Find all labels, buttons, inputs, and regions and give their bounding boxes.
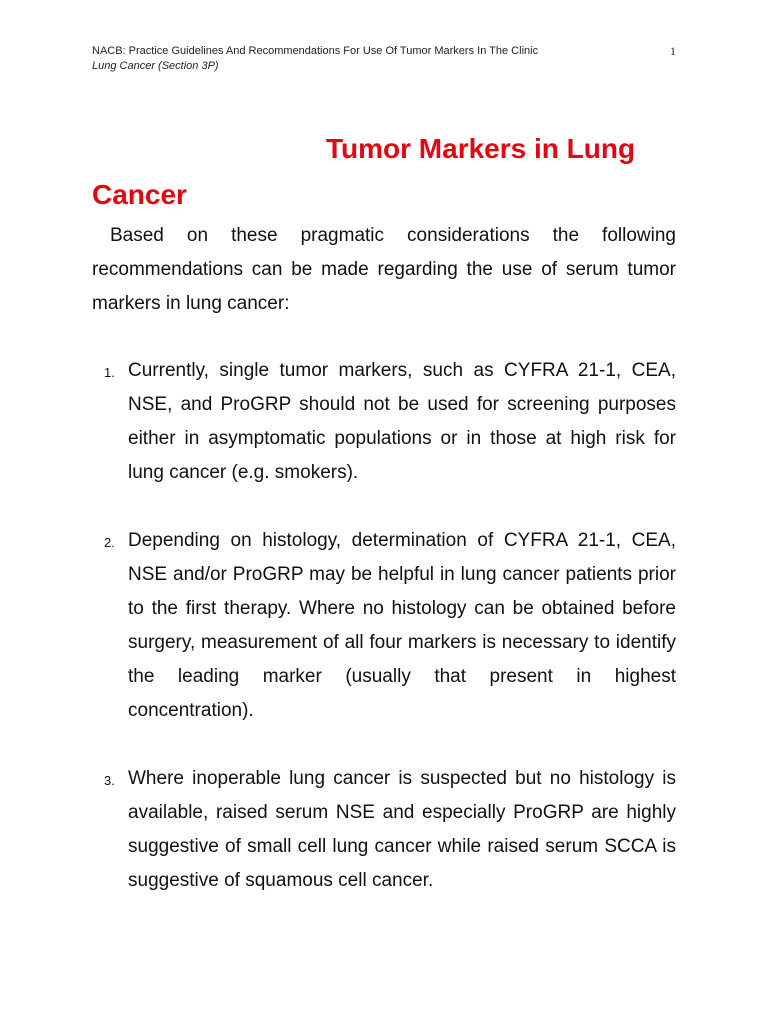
page-title-line-1: Tumor Markers in Lung <box>326 133 636 164</box>
recommendation-text: Currently, single tumor markers, such as CYFRA 21-1, CEA, NSE, and ProGRP should not be used for screening purposes either in asymptomatic populations or in those at high risk for lung cancer (e.g. smokers). <box>128 360 676 483</box>
recommendation-item <box>92 762 676 898</box>
running-header-title: NACB: Practice Guidelines And Recommendations For Use Of Tumor Markers In The Clinic <box>92 45 539 57</box>
recommendation-number: 1. <box>104 365 115 380</box>
recommendation-list <box>92 354 676 932</box>
recommendation-text: Depending on histology, determination of CYFRA 21-1, CEA, NSE and/or ProGRP may be helpful in lung cancer patients prior to the first therapy. Where no histology can be obtained before surgery, measurement of all four markers is necessary to identify the leading marker (usually that present in highest concentration). <box>128 530 676 721</box>
recommendation-item <box>92 524 676 728</box>
running-header <box>92 44 682 74</box>
page-number: 1 <box>670 44 676 58</box>
page-title-line-2: Cancer <box>92 179 187 210</box>
recommendation-item <box>92 354 676 490</box>
intro-paragraph: Based on these pragmatic considerations the following recommendations can be made regarding the use of serum tumor markers in lung cancer: <box>92 225 676 314</box>
running-header-section: Lung Cancer (Section 3P) <box>92 60 219 72</box>
recommendation-text: Where inoperable lung cancer is suspected but no histology is available, raised serum NSE and especially ProGRP are highly suggestive of small cell lung cancer while raised serum SCCA is suggestive of squamous cell cancer. <box>128 768 676 891</box>
recommendation-number: 3. <box>104 773 115 788</box>
recommendation-number: 2. <box>104 535 115 550</box>
